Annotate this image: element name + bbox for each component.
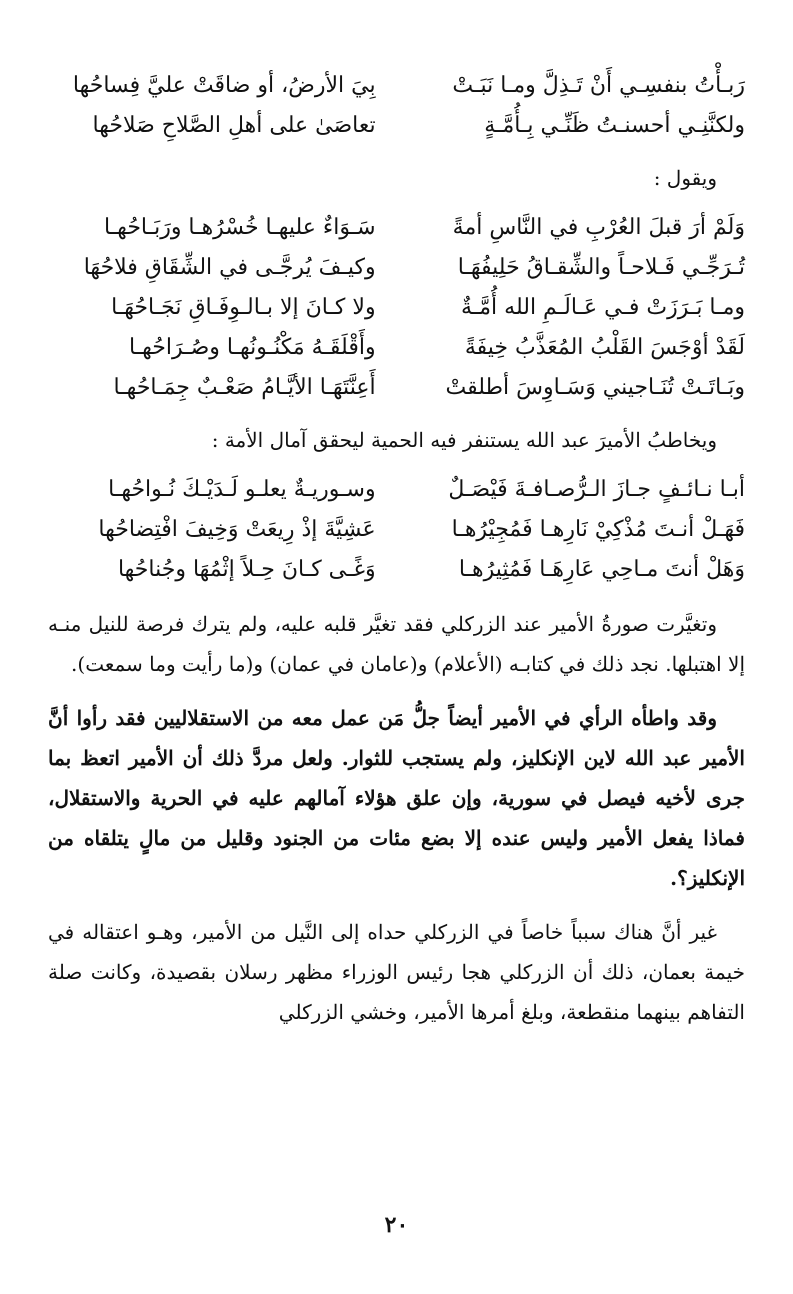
verse-first-hemistich: أبـا نـائـفٍ جـازَ الـرُّصـافـةَ فَيْصَـلٌ	[448, 477, 745, 502]
poem-stanza-3	[48, 470, 745, 590]
poem-intro-1: ويقول :	[653, 166, 717, 190]
verse-first-hemistich: وَهَلْ أنتَ مـاحِي عَارِهَـا فَمُثِيرُهـا	[458, 557, 745, 582]
verse-second-hemistich: ولا كـانَ إلا بـالـوِفَـاقِ نَجَـاحُهَـا	[111, 295, 376, 320]
verse-second-hemistich: وكيـفَ يُرجَّـى في الشِّقَاقِ فلاحُهَا	[83, 255, 376, 280]
verse-first-hemistich: لَقَدْ أوْجَسَ القَلْبُ المُعَذَّبُ خِيفَةً	[464, 335, 745, 360]
page-body	[48, 66, 745, 1046]
poem-intro-2: ويخاطبُ الأميرَ عبد الله يستنفر فيه الحمية ليحقق آمال الأمة :	[211, 428, 717, 452]
verse-first-hemistich: ومـا بَـرَزَتْ فـي عَـالَـمِ الله أُمَّـةٌ	[461, 295, 745, 320]
verse-second-hemistich: سَـوَاءٌ عليهـا خُسْرُهـا ورَبَـاحُهـا	[104, 215, 376, 240]
verse-second-hemistich: عَشِيَّةَ إذْ رِيعَتْ وَخِيفَ افْتِضاحُها	[98, 517, 376, 542]
verse-line	[48, 368, 745, 408]
page-number: ٢٠	[384, 1212, 409, 1238]
verse-second-hemistich: وَغًـى كـانَ حِـلاً إثْمُهَا وجُناحُها	[117, 557, 376, 582]
verse-second-hemistich: وأَقْلَقَـهُ مَكْنُـونُهـا وصُـرَاحُهـا	[129, 335, 376, 360]
poem-stanza-1	[48, 66, 745, 146]
verse-line	[48, 106, 745, 146]
verse-second-hemistich: بِيَ الأرضُ، أو ضاقَتْ عليَّ فِساحُها	[72, 73, 376, 98]
verse-line	[48, 208, 745, 248]
verse-first-hemistich: وبَـاتَـتْ تُنَـاجيني وَسَـاوِسَ أطلقتْ	[445, 375, 745, 400]
verse-second-hemistich: وسـوريـةٌ يعلـو لَـدَيْـكَ نُـواحُهـا	[108, 477, 376, 502]
body-paragraph: غير أنَّ هناك سبباً خاصاً في الزركلي حداه إلى النَّيل من الأمير، وهـو اعتقاله في خيمة بعمان، ذلك أن الزركلي هجا رئيس الوزراء مظهر رسلان بقصيدة، وكانت صلة التفاهم بينهما منقطعة، وبلغ أمرها الأمير، وخشي الزركلي	[48, 920, 745, 1024]
body-paragraph-bold: وقد واطأه الرأي في الأمير أيضاً جلُّ مَن عمل معه من الاستقلاليين فقد رأوا أنَّ الأمير عبد الله لاين الإنكليز، ولم يستجب للثوار. ولعل مردَّ ذلك أن الأمير اتعظ بما جرى لأخيه فيصل في سورية، وإن علق هؤلاء آمالهم عليه في الحرية والاستقلال، فماذا يفعل الأمير وليس عنده إلا بضع مئات من الجنود وقليل من مالٍ يتلقاه من الإنكليز؟.	[48, 706, 745, 890]
verse-first-hemistich: رَبـأْتُ بنفسِـي أَنْ تَـذِلَّ ومـا نَبَـتْ	[452, 73, 745, 98]
verse-line	[48, 510, 745, 550]
verse-second-hemistich: تعاصَىٰ على أهلِ الصَّلاحِ صَلاحُها	[92, 113, 376, 138]
verse-line	[48, 248, 745, 288]
verse-second-hemistich: أَعِنَّتَهَـا الأيَّـامُ صَعْـبٌ جِمَـاحُهـا	[113, 375, 376, 400]
poem-stanza-2	[48, 208, 745, 408]
body-paragraph: وتغيَّرت صورةُ الأمير عند الزركلي فقد تغيَّر قلبه عليه، ولم يترك فرصة للنيل منـه إلا اهتبلها. نجد ذلك في كتابـه (الأعلام) و(عامان في عمان) و(ما رأيت وما سمعت).	[48, 612, 745, 676]
verse-line	[48, 470, 745, 510]
verse-line	[48, 550, 745, 590]
verse-line	[48, 328, 745, 368]
verse-first-hemistich: فَهَـلْ أنـتَ مُذْكِيْ نَارِهـا فَمُجِيْرُهـا	[451, 517, 745, 542]
verse-first-hemistich: ولكنَّنِـي أحسنـتُ ظَنِّـي بِـأُمَّـةٍ	[484, 113, 745, 138]
verse-first-hemistich: تُـرَجِّـي فَـلاحـاً والشِّقـاقُ حَلِيفُهَـا	[457, 255, 745, 280]
verse-first-hemistich: وَلَمْ أرَ قبلَ العُرْبِ في النَّاسِ أمةً	[452, 215, 745, 240]
verse-line	[48, 66, 745, 106]
verse-line	[48, 288, 745, 328]
